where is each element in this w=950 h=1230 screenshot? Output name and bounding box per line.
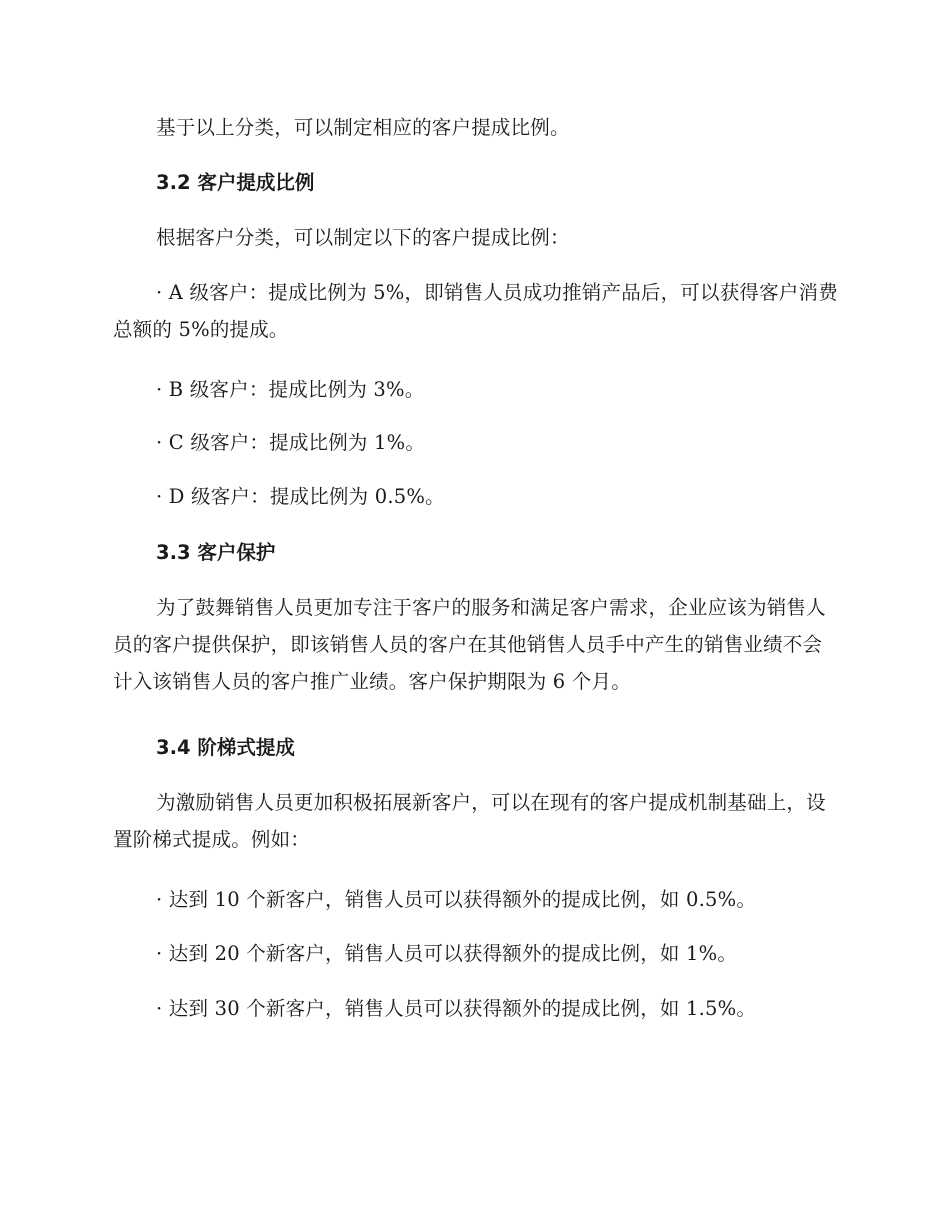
list-item: · 达到 10 个新客户，销售人员可以获得额外的提成比例，如 0.5%。 (156, 888, 757, 911)
list-item: · 达到 30 个新客户，销售人员可以获得额外的提成比例，如 1.5%。 (156, 997, 757, 1020)
section-3-4-heading: 3.4 阶梯式提成 (156, 736, 295, 759)
section-3-4-body: 为激励销售人员更加积极拓展新客户，可以在现有的客户提成机制基础上，设置阶梯式提成。例如： (113, 791, 826, 851)
section-3-3-body: 为了鼓舞销售人员更加专注于客户的服务和满足客户需求，企业应该为销售人员的客户提供保护，即该销售人员的客户在其他销售人员手中产生的销售业绩不会计入该销售人员的客户推广业绩。客户保护期限为 6 个月。 (113, 596, 826, 693)
section-3-2-lead: 根据客户分类，可以制定以下的客户提成比例： (156, 226, 570, 249)
intro-paragraph: 基于以上分类，可以制定相应的客户提成比例。 (156, 116, 570, 139)
list-item: · C 级客户：提成比例为 1%。 (156, 431, 426, 454)
list-item: · D 级客户：提成比例为 0.5%。 (156, 485, 445, 508)
list-item: · B 级客户：提成比例为 3%。 (156, 378, 425, 401)
list-item: · A 级客户：提成比例为 5%，即销售人员成功推销产品后，可以获得客户消费总额的 5%的提成。 (113, 281, 838, 341)
section-3-3-heading: 3.3 客户保护 (156, 541, 276, 564)
list-item: · 达到 20 个新客户，销售人员可以获得额外的提成比例，如 1%。 (156, 942, 738, 965)
section-3-2-heading: 3.2 客户提成比例 (156, 171, 315, 194)
